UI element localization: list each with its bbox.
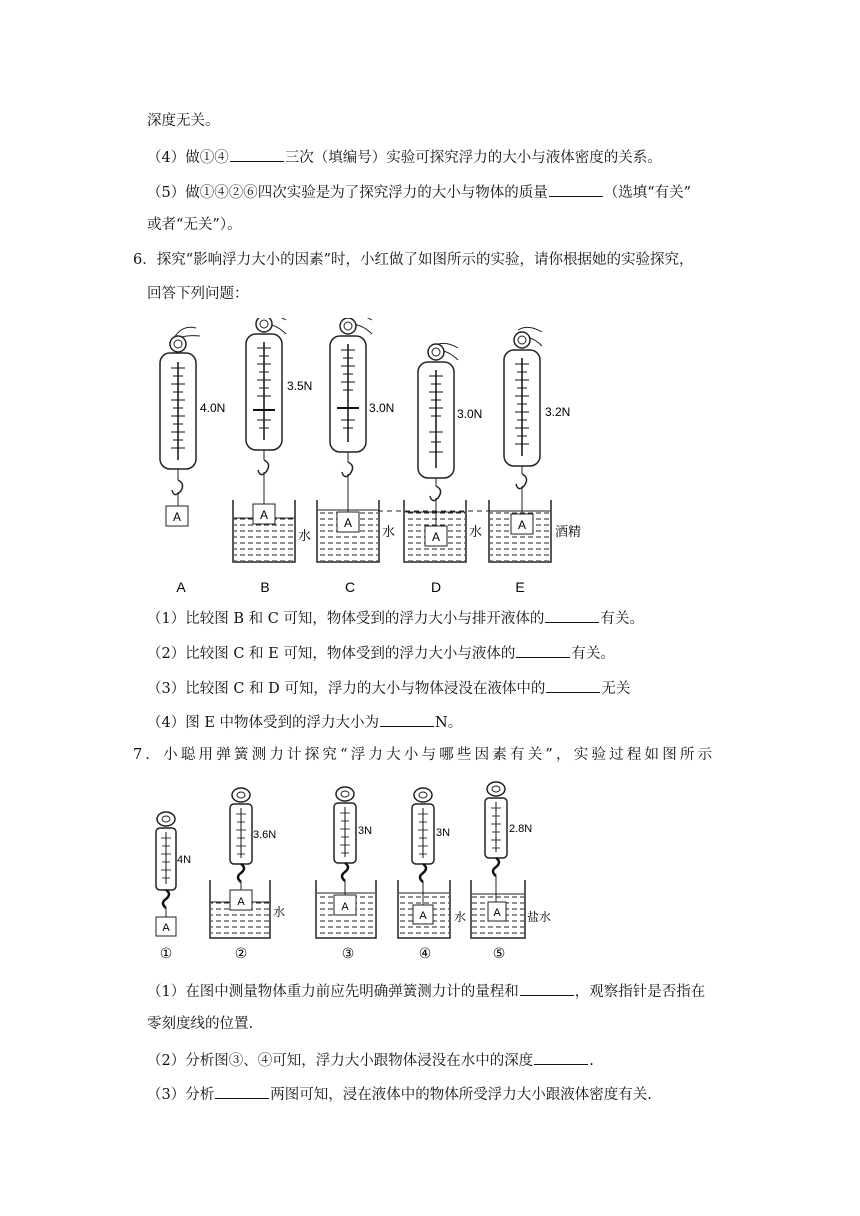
q5-continuation: 深度无关。 xyxy=(147,113,220,129)
reading-e: 3.2N xyxy=(545,405,571,419)
panel-label-e: E xyxy=(515,579,525,595)
spring-scale-5 xyxy=(471,782,551,938)
reading-1: 4N xyxy=(177,854,192,866)
spring-scale-b xyxy=(233,318,312,562)
liquid-label-c: 水 xyxy=(382,524,396,539)
panel-label-4: ④ xyxy=(418,945,432,961)
liquid-label-5: 盐水 xyxy=(527,910,552,924)
panel-label-d: D xyxy=(430,579,442,595)
q7-part2: （2）分析图③、④可知，浮力大小跟物体浸没在水中的深度 . xyxy=(147,1049,594,1071)
block-label: A xyxy=(237,896,245,908)
spring-scale-d xyxy=(404,343,482,562)
q5-part4: （4）做①④ 三次（填编号）实验可探究浮力的大小与液体密度的关系。 xyxy=(147,146,662,168)
reading-a: 4.0N xyxy=(200,401,226,415)
block-label: A xyxy=(162,922,170,934)
answer-blank[interactable] xyxy=(215,1083,269,1099)
block-label: A xyxy=(517,518,527,532)
panel-label-a: A xyxy=(176,579,186,595)
q6-stem-cont: 回答下列问题： xyxy=(147,286,249,302)
q6-part4: （4）图 E 中物体受到的浮力大小为 N。 xyxy=(147,711,462,733)
q6-figure xyxy=(140,318,600,600)
block-label: A xyxy=(493,907,501,919)
liquid-label-b: 水 xyxy=(298,528,312,543)
spring-scale-3 xyxy=(316,787,376,938)
block-label: A xyxy=(343,516,353,530)
spring-scale-a xyxy=(160,327,225,526)
panel-label-c: C xyxy=(344,579,356,595)
answer-blank[interactable] xyxy=(549,181,603,197)
spring-scale-c xyxy=(317,318,395,562)
q7-figure xyxy=(140,776,560,964)
answer-blank[interactable] xyxy=(534,1049,588,1065)
liquid-label-2: 水 xyxy=(273,905,286,919)
q6-part3: （3）比较图 C 和 D 可知，浮力的大小与物体浸没在液体中的 无关 xyxy=(147,677,630,699)
panel-label-3: ③ xyxy=(341,945,355,961)
liquid-label-e: 酒精 xyxy=(555,524,582,539)
spring-scale-4 xyxy=(398,788,466,938)
reading-b: 3.5N xyxy=(287,379,313,393)
q5-part5: （5）做①④②⑥四次实验是为了探究浮力的大小与物体的质量 （选填“有关” xyxy=(147,181,691,203)
panel-label-2: ② xyxy=(234,945,248,961)
reading-2: 3.6N xyxy=(253,829,277,841)
q7-stem: 7．小聪用弹簧测力计探究“浮力大小与哪些因素有关”，实验过程如图所示 xyxy=(133,747,716,763)
spring-scale-e xyxy=(489,327,581,562)
q6-part1: （1）比较图 B 和 C 可知，物体受到的浮力大小与排开液体的 有关。 xyxy=(147,607,644,629)
reading-5: 2.8N xyxy=(509,823,533,835)
q7-part1-cont: 零刻度线的位置. xyxy=(147,1016,254,1032)
spring-scale-1 xyxy=(156,812,191,936)
reading-4: 3N xyxy=(436,827,451,839)
block-label: A xyxy=(431,530,441,544)
reading-d: 3.0N xyxy=(457,407,483,421)
q6-stem: 6．探究“影响浮力大小的因素”时，小红做了如图所示的实验，请你根据她的实验探究， xyxy=(133,252,694,268)
block-label: A xyxy=(419,910,427,922)
panel-label-b: B xyxy=(260,579,270,595)
panel-label-5: ⑤ xyxy=(492,945,506,961)
block-label: A xyxy=(341,901,349,913)
reading-c: 3.0N xyxy=(369,401,395,415)
answer-blank[interactable] xyxy=(380,711,434,727)
reading-3: 3N xyxy=(358,825,373,837)
block-label: A xyxy=(172,510,182,524)
answer-blank[interactable] xyxy=(516,642,570,658)
q7-part3: （3）分析 两图可知，浸在液体中的物体所受浮力大小跟液体密度有关. xyxy=(147,1083,652,1105)
block-label: A xyxy=(259,508,269,522)
q5-part5-cont: 或者“无关”）。 xyxy=(147,217,242,233)
answer-blank[interactable] xyxy=(520,980,574,996)
q6-part2: （2）比较图 C 和 E 可知，物体受到的浮力大小与液体的 有关。 xyxy=(147,642,615,664)
panel-label-1: ① xyxy=(159,945,173,961)
answer-blank[interactable] xyxy=(230,146,284,162)
answer-blank[interactable] xyxy=(546,677,600,693)
q7-part1: （1）在图中测量物体重力前应先明确弹簧测力计的量程和 ，观察指针是否指在 xyxy=(147,980,705,1002)
answer-blank[interactable] xyxy=(545,607,599,623)
liquid-label-4: 水 xyxy=(454,910,467,924)
spring-scale-2 xyxy=(210,788,285,938)
liquid-label-d: 水 xyxy=(469,524,483,539)
